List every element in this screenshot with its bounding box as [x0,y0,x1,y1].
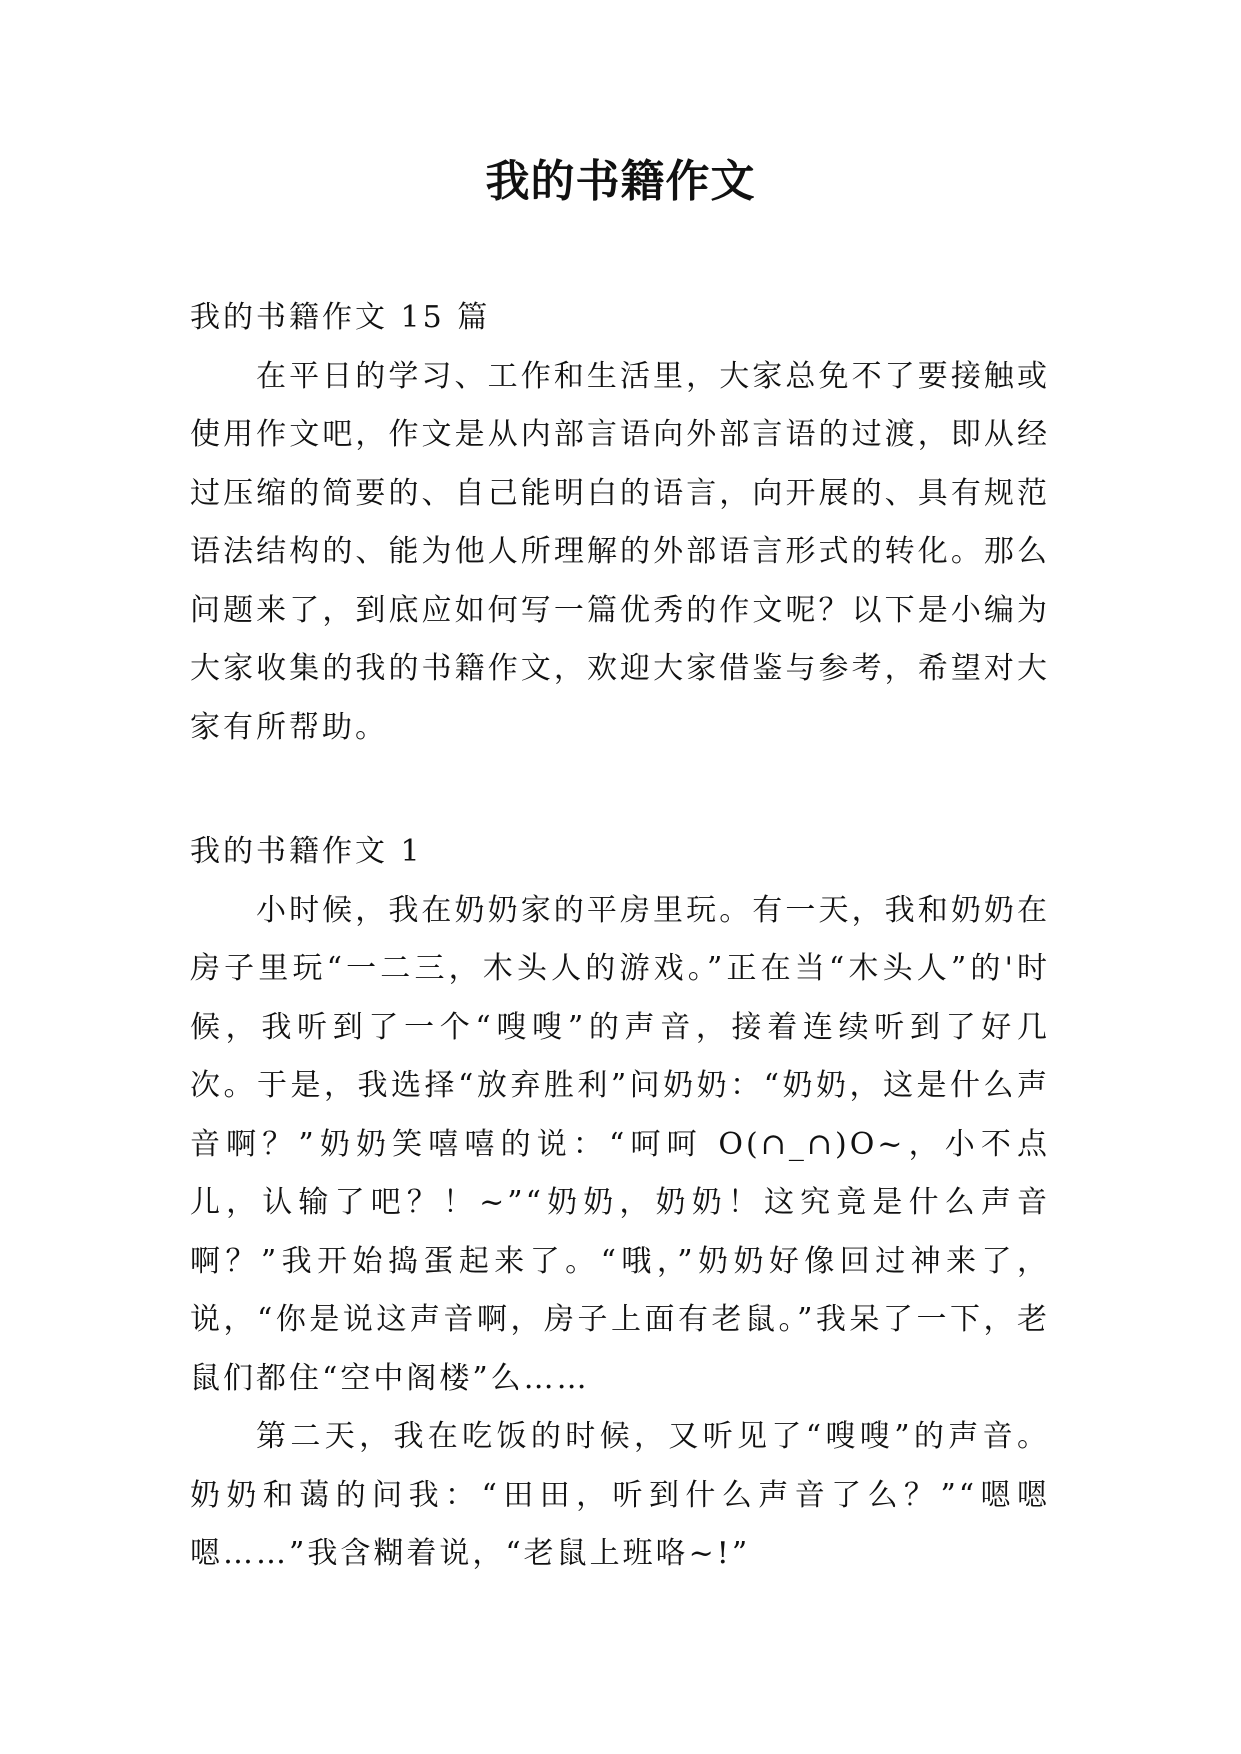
section-divider [190,757,1050,823]
body-paragraph: 第二天，我在吃饭的时候，又听见了“嗖嗖”的声音。奶奶和蔼的问我：“田田，听到什么声音了么？”“嗯嗯嗯……”我含糊着说，“老鼠上班咯~!” [190,1419,1050,1571]
document-body [190,289,1050,1584]
document-title: 我的书籍作文 [485,156,756,207]
section-heading: 我的书籍作文 1 [190,834,423,869]
document-subtitle: 我的书籍作文 15 篇 [190,300,491,335]
body-paragraph: 小时候，我在奶奶家的平房里玩。有一天，我和奶奶在房子里玩“一二三，木头人的游戏。”正在当“木头人”的'时候，我听到了一个“嗖嗖”的声音，接着连续听到了好几次。于是，我选择“放弃胜利”问奶奶：“奶奶，这是什么声音啊？”奶奶笑嘻嘻的说：“呵呵 O(∩_∩)O~，小不点儿，认输了吧？！~”“奶奶，奶奶！这究竟是什么声音啊？”我开始捣蛋起来了。“哦，”奶奶好像回过神来了，说，“你是说这声音啊，房子上面有老鼠。”我呆了一下，老鼠们都住“空中阁楼”么…… [190,892,1050,1396]
intro-paragraph: 在平日的学习、工作和生活里，大家总免不了要接触或使用作文吧，作文是从内部言语向外部言语的过渡，即从经过压缩的简要的、自己能明白的语言，向开展的、具有规范语法结构的、能为他人所理解的外部语言形式的转化。那么问题来了，到底应如何写一篇优秀的作文呢？以下是小编为大家收集的我的书籍作文，欢迎大家借鉴与参考，希望对大家有所帮助。 [190,358,1050,745]
